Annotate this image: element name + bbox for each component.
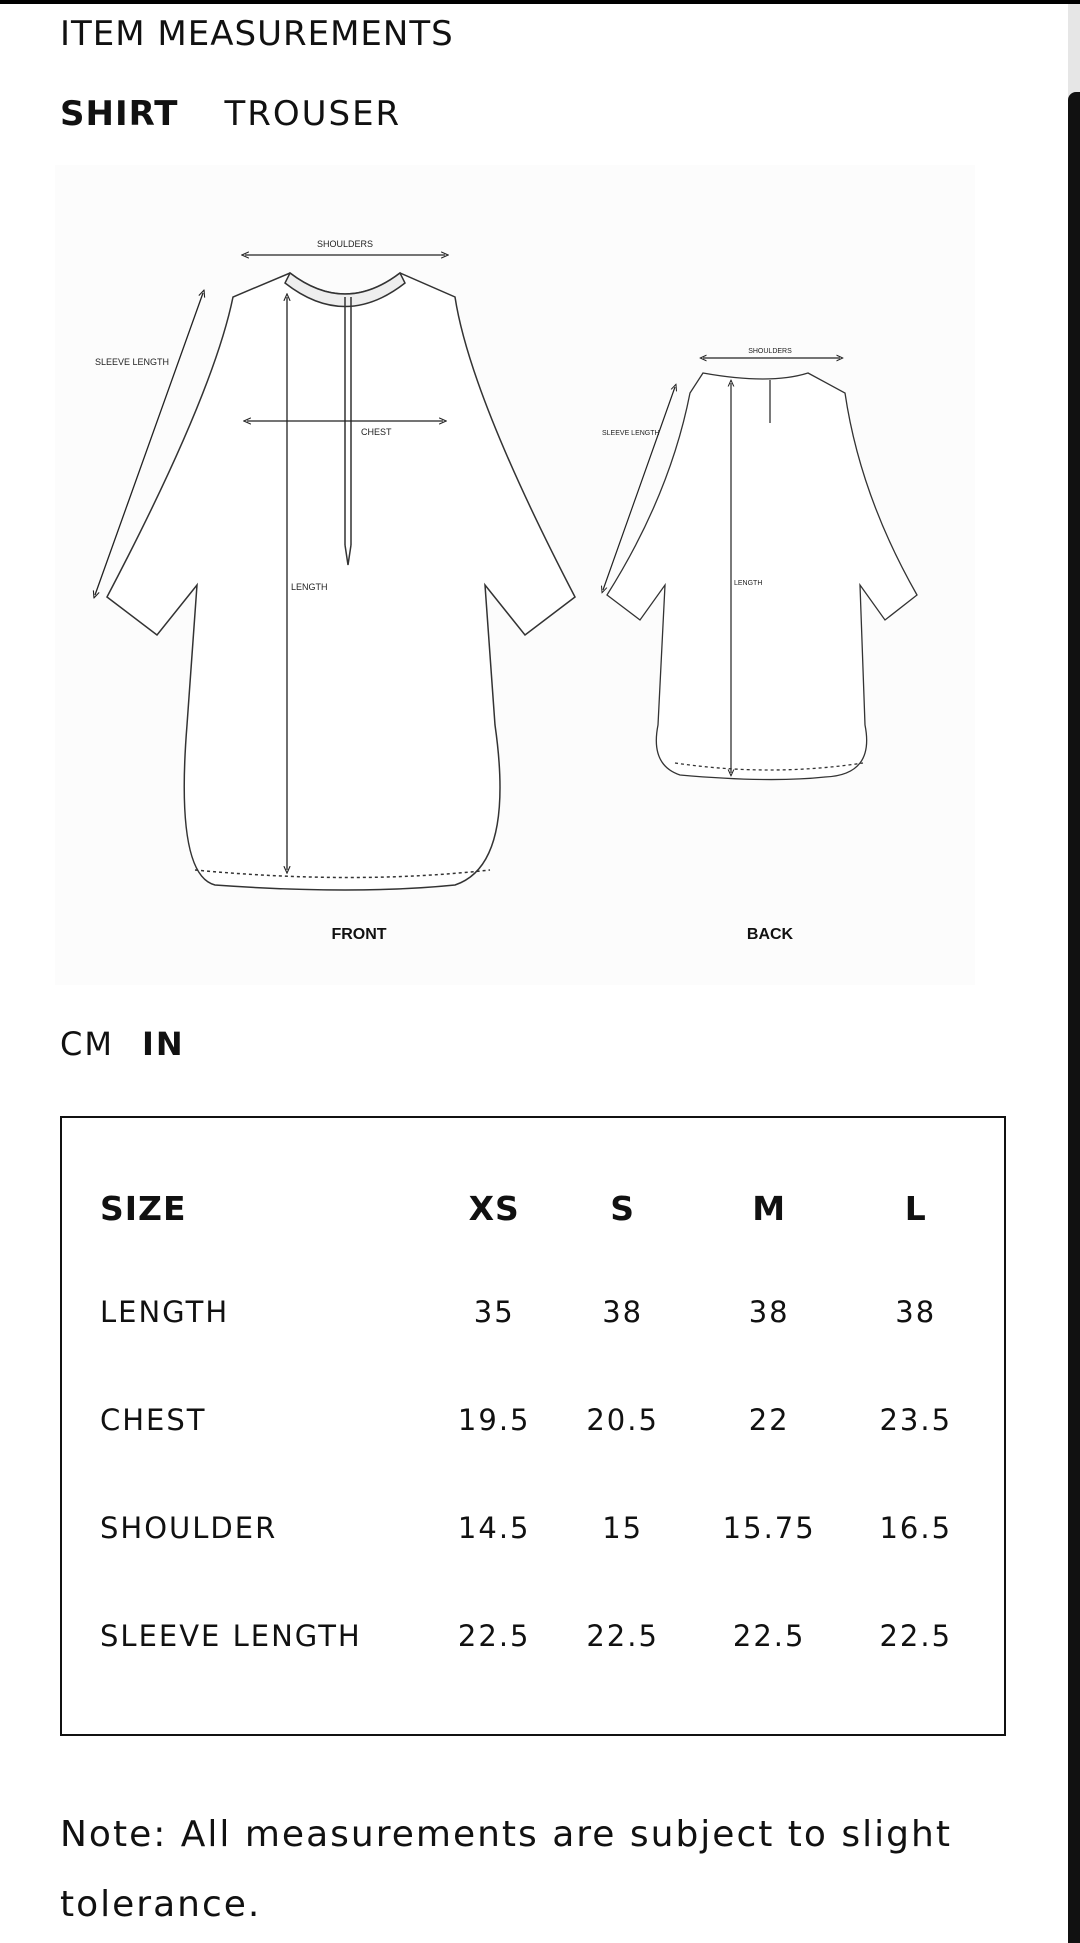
cell-value: 22.5 — [586, 1619, 659, 1653]
cell-value: 38 — [895, 1295, 937, 1329]
unit-cm[interactable]: CM — [60, 1025, 114, 1063]
front-sleeve-length-label: SLEEVE LENGTH — [95, 357, 170, 367]
size-table-header-row — [100, 1158, 980, 1258]
table-row — [100, 1582, 980, 1690]
garment-tabs — [60, 94, 401, 134]
cell-value: 22.5 — [879, 1619, 953, 1653]
front-length-label: LENGTH — [291, 582, 328, 592]
size-table-box — [60, 1116, 1006, 1736]
table-row — [100, 1474, 980, 1582]
row-label: SHOULDER — [100, 1511, 278, 1545]
front-caption: FRONT — [331, 926, 387, 943]
cell-value: 20.5 — [586, 1403, 659, 1437]
top-border — [0, 0, 1080, 4]
header-m: M — [752, 1188, 787, 1228]
cell-value: 15.75 — [722, 1511, 816, 1545]
table-row — [100, 1258, 980, 1366]
unit-in[interactable]: IN — [141, 1025, 185, 1063]
unit-toggle — [60, 1025, 185, 1063]
table-row — [100, 1366, 980, 1474]
cell-value: 15 — [602, 1511, 644, 1545]
back-shoulders-label: SHOULDERS — [748, 348, 792, 355]
cell-value: 14.5 — [457, 1511, 531, 1545]
back-length-label: LENGTH — [734, 580, 763, 587]
measurement-illustration — [55, 165, 975, 985]
cell-value: 22.5 — [457, 1619, 531, 1653]
back-caption: BACK — [746, 926, 794, 943]
size-table — [100, 1158, 980, 1690]
header-s: S — [610, 1188, 636, 1228]
tab-trouser[interactable]: TROUSER — [224, 94, 402, 134]
cell-value: 16.5 — [879, 1511, 953, 1545]
header-size: SIZE — [100, 1188, 187, 1228]
row-label: LENGTH — [100, 1295, 230, 1329]
cell-value: 35 — [473, 1295, 515, 1329]
header-xs: XS — [468, 1188, 520, 1228]
cell-value: 38 — [602, 1295, 644, 1329]
row-label: SLEEVE LENGTH — [100, 1619, 362, 1653]
tolerance-note: Note: All measurements are subject to slight tolerance. — [60, 1814, 952, 1925]
scrollbar-thumb[interactable] — [1068, 92, 1080, 1943]
row-label: CHEST — [100, 1403, 207, 1437]
front-shoulders-label: SHOULDERS — [316, 239, 374, 249]
cell-value: 23.5 — [879, 1403, 953, 1437]
cell-value: 19.5 — [457, 1403, 531, 1437]
front-chest-label: CHEST — [361, 427, 392, 437]
back-sleeve-length-label: SLEEVE LENGTH — [602, 430, 660, 437]
tab-shirt[interactable]: SHIRT — [60, 94, 179, 134]
page-title: ITEM MEASUREMENTS — [60, 14, 454, 54]
cell-value: 38 — [748, 1295, 790, 1329]
header-l: L — [904, 1188, 927, 1228]
cell-value: 22.5 — [732, 1619, 806, 1653]
cell-value: 22 — [748, 1403, 790, 1437]
